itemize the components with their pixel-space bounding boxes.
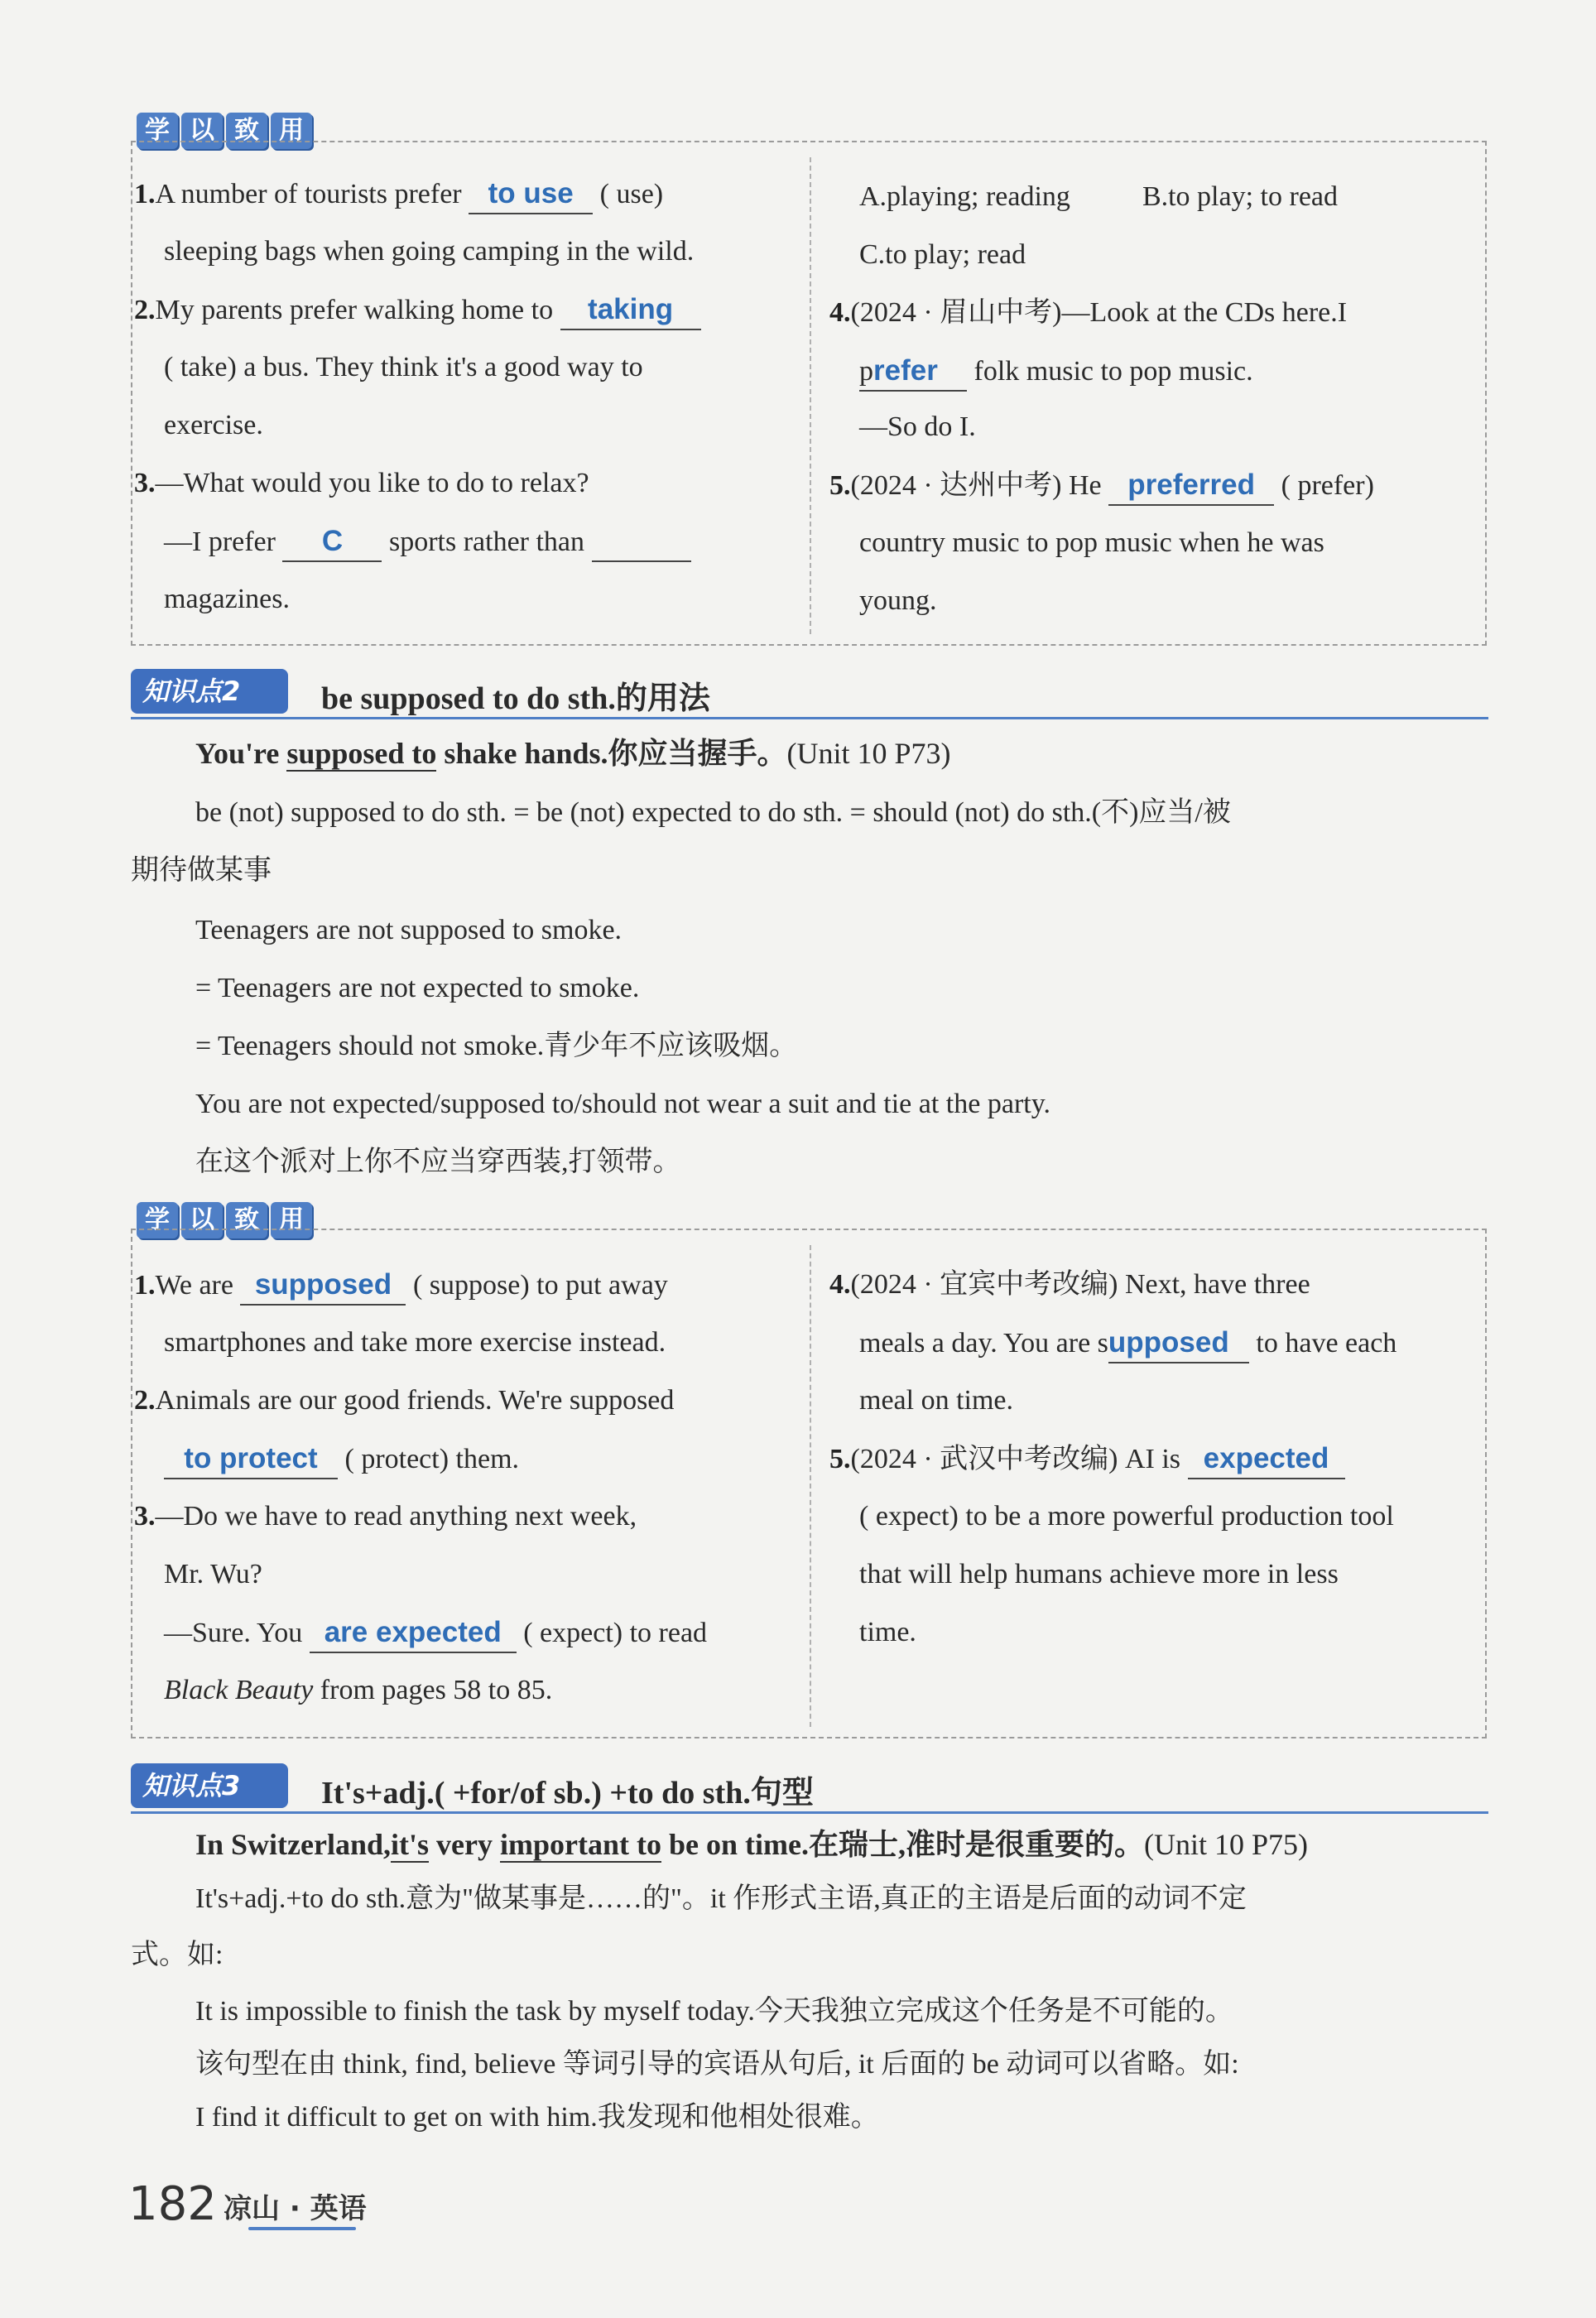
question-4: 4.(2024 · 眉山中考)—Look at the CDs here.I bbox=[829, 297, 1348, 328]
question-1: 1.We are supposed ( suppose) to put away bbox=[134, 1267, 668, 1306]
example-sentence: In Switzerland,it's very important to be on time.在瑞士,准时是很重要的。(Unit 10 P75) bbox=[195, 1828, 1308, 1861]
explanation-line: be (not) supposed to do sth. = be (not) expected to do sth. = should (not) do sth.(不)应当/被 bbox=[195, 797, 1231, 828]
footer-underline bbox=[248, 2227, 356, 2230]
question-3-answer-line: —I prefer C sports rather than bbox=[164, 523, 691, 562]
explanation-line: 式。如: bbox=[131, 1940, 224, 1970]
answer-blank[interactable]: taking bbox=[588, 293, 674, 325]
answer-blank[interactable]: refer bbox=[873, 354, 938, 387]
practice-tag: 学 以 致 用 bbox=[137, 1202, 312, 1238]
question-4-cont: meals a day. You are supposed to have each bbox=[859, 1325, 1396, 1363]
page-number: 182 bbox=[128, 2177, 217, 2231]
example-line: You are not expected/supposed to/should not wear a suit and tie at the party. bbox=[195, 1089, 1050, 1119]
question-3-cont: magazines. bbox=[164, 584, 290, 614]
question-3: 3.—Do we have to read anything next week, bbox=[134, 1501, 637, 1532]
options bbox=[859, 179, 1338, 215]
question-3-cont: Black Beauty from pages 58 to 85. bbox=[164, 1675, 553, 1705]
question-3: 3.—What would you like to do to relax? bbox=[134, 468, 589, 498]
answer-blank[interactable]: supposed bbox=[254, 1268, 392, 1301]
practice-tag: 学 以 致 用 bbox=[137, 113, 312, 149]
question-2-cont: to protect ( protect) them. bbox=[164, 1440, 519, 1479]
column-divider bbox=[810, 1245, 811, 1727]
option-a[interactable]: A.playing; reading bbox=[859, 181, 1070, 212]
option-b[interactable]: B.to play; to read bbox=[1142, 181, 1338, 212]
answer-blank[interactable]: expected bbox=[1203, 1442, 1329, 1474]
knowledge-point-title: be supposed to do sth.的用法 bbox=[321, 681, 710, 716]
question-2: 2.Animals are our good friends. We're supposed bbox=[134, 1385, 675, 1416]
example-line: I find it difficult to get on with him.我发现和他相处很难。 bbox=[195, 2102, 879, 2133]
answer-blank[interactable]: preferred bbox=[1127, 469, 1255, 501]
example-line: 在这个派对上你不应当穿西装,打领带。 bbox=[195, 1147, 681, 1177]
option-c[interactable]: C.to play; read bbox=[859, 239, 1026, 270]
explanation-line: 期待做某事 bbox=[131, 855, 272, 886]
knowledge-point-title: It's+adj.( +for/of sb.) +to do sth.句型 bbox=[321, 1776, 814, 1811]
answer-blank[interactable]: are expected bbox=[324, 1616, 502, 1648]
answer-blank[interactable]: upposed bbox=[1108, 1326, 1229, 1359]
knowledge-point-badge: 知识点2 bbox=[131, 669, 288, 714]
example-line: Teenagers are not supposed to smoke. bbox=[195, 915, 623, 945]
question-1: 1.A number of tourists prefer to use ( use) bbox=[134, 176, 663, 214]
question-3-cont: Mr. Wu? bbox=[164, 1559, 262, 1589]
question-5: 5.(2024 · 武汉中考改编) AI is expected bbox=[829, 1440, 1345, 1479]
exercise-box-1 bbox=[131, 141, 1487, 646]
answer-blank[interactable]: to protect bbox=[184, 1442, 318, 1474]
question-5-cont: country music to pop music when he was bbox=[859, 527, 1324, 558]
question-4: 4.(2024 · 宜宾中考改编) Next, have three bbox=[829, 1269, 1310, 1300]
divider bbox=[131, 717, 1488, 719]
question-2-cont: ( take) a bus. They think it's a good way to bbox=[164, 352, 643, 382]
question-4-cont: prefer folk music to pop music. bbox=[859, 353, 1253, 392]
question-3-reply: —Sure. You are expected ( expect) to read bbox=[164, 1614, 707, 1653]
question-1-cont: sleeping bags when going camping in the wild. bbox=[164, 236, 695, 267]
question-2-cont: exercise. bbox=[164, 410, 263, 440]
example-line: = Teenagers are not expected to smoke. bbox=[195, 973, 640, 1003]
question-4-cont: meal on time. bbox=[859, 1385, 1014, 1416]
explanation-line: 该句型在由 think, find, believe 等词引导的宾语从句后, it 后面的 be 动词可以省略。如: bbox=[195, 2049, 1239, 2080]
empty-blank[interactable] bbox=[592, 524, 691, 562]
book-title: 凉山 · 英语 bbox=[224, 2192, 367, 2225]
example-line: = Teenagers should not smoke.青少年不应该吸烟。 bbox=[195, 1031, 798, 1061]
answer-blank[interactable]: C bbox=[321, 525, 344, 557]
question-4-reply: —So do I. bbox=[859, 411, 976, 442]
question-5: 5.(2024 · 达州中考) He preferred ( prefer) bbox=[829, 467, 1374, 506]
example-line: It is impossible to finish the task by myself today.今天我独立完成这个任务是不可能的。 bbox=[195, 1996, 1233, 2027]
question-5-cont: ( expect) to be a more powerful production tool bbox=[859, 1501, 1394, 1532]
question-5-cont: that will help humans achieve more in less bbox=[859, 1559, 1339, 1589]
question-1-cont: smartphones and take more exercise instead. bbox=[164, 1327, 666, 1358]
question-2: 2.My parents prefer walking home to taking bbox=[134, 291, 701, 330]
question-5-cont: time. bbox=[859, 1617, 916, 1647]
example-sentence: You're supposed to shake hands.你应当握手。(Unit 10 P73) bbox=[195, 737, 951, 770]
question-5-cont: young. bbox=[859, 585, 937, 616]
divider bbox=[131, 1811, 1488, 1814]
explanation-line: It's+adj.+to do sth.意为"做某事是……的"。it 作形式主语,真正的主语是后面的动词不定 bbox=[195, 1883, 1247, 1914]
knowledge-point-badge: 知识点3 bbox=[131, 1763, 288, 1808]
answer-blank[interactable]: to use bbox=[488, 177, 574, 209]
column-divider bbox=[810, 157, 811, 634]
